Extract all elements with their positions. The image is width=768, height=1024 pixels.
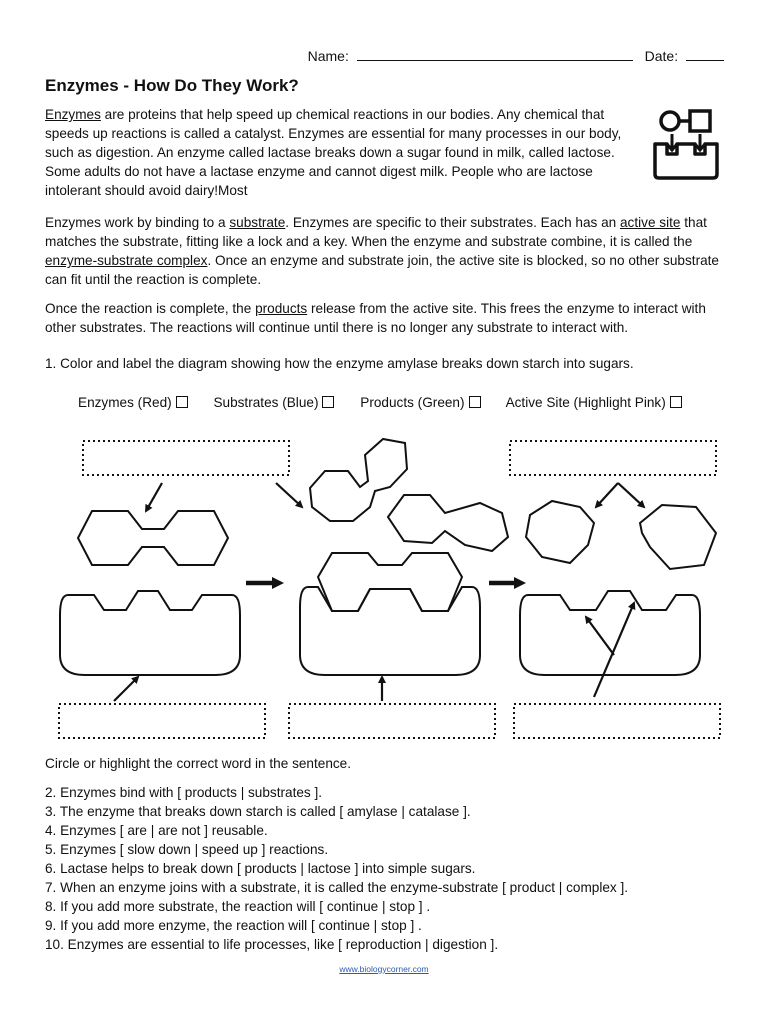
instruction: Circle or highlight the correct word in the sentence. bbox=[45, 756, 352, 771]
paragraph-1: Enzymes are proteins that help speed up chemical reactions in our bodies. Any chemical that speeds up reactions is called a catalyst. Enzymes are essential for many processes in our body, such as digestion. An enzyme called lactase breaks down a sugar found in milk, called lactose. Some adults do not have a lactase enzyme and cannot digest milk. People who are lactose intolerant should avoid dairy!Most bbox=[45, 107, 622, 198]
legend-enzymes: Enzymes (Red) bbox=[78, 395, 188, 410]
enzyme-3 bbox=[520, 591, 700, 675]
reaction-arrow-1 bbox=[272, 577, 284, 589]
arrow-to-product-1 bbox=[596, 483, 618, 507]
list-item: 5. Enzymes [ slow down | speed up ] reactions. bbox=[45, 842, 329, 857]
arrow-to-product-2 bbox=[618, 483, 644, 507]
name-label: Name: bbox=[307, 48, 349, 64]
checkbox[interactable] bbox=[670, 396, 682, 408]
list-item: 10. Enzymes are essential to life processes, like [ reproduction | digestion ]. bbox=[45, 937, 499, 952]
term-enzyme-substrate-complex: enzyme-substrate complex bbox=[45, 253, 208, 268]
checkbox[interactable] bbox=[469, 396, 481, 408]
label-box-5[interactable] bbox=[514, 704, 720, 738]
list-item: 3. The enzyme that breaks down starch is called [ amylase | catalase ]. bbox=[45, 804, 471, 819]
label-box-3[interactable] bbox=[59, 704, 265, 738]
substrate-starch-1 bbox=[78, 511, 228, 565]
legend-active-site: Active Site (Highlight Pink) bbox=[506, 395, 682, 410]
paragraph-3: Once the reaction is complete, the products release from the active site. This frees the enzyme to interact with other substrates. The reactions will continue until there is no longer any substrate to interact with. bbox=[45, 301, 706, 335]
list-item: 2. Enzymes bind with [ products | substrates ]. bbox=[45, 785, 323, 800]
paragraph-2: Enzymes work by binding to a substrate. Enzymes are specific to their substrates. Each has an active site that matches the substrate, fitting like a lock and a key. When the enzyme and substrate combine, it is called the enzyme-substrate complex. Once an enzyme and substrate join, the active site is blocked, so no other substrate can fit until the reaction is complete. bbox=[45, 215, 719, 287]
question-list bbox=[45, 783, 628, 954]
checkbox[interactable] bbox=[176, 396, 188, 408]
list-item: 4. Enzymes [ are | are not ] reusable. bbox=[45, 823, 268, 838]
arrow-to-free-substrate bbox=[276, 483, 302, 507]
product-sugar-1 bbox=[526, 501, 594, 563]
label-box-4[interactable] bbox=[289, 704, 495, 738]
enzyme-icon bbox=[650, 104, 722, 184]
substrate-bound bbox=[318, 553, 462, 611]
date-label: Date: bbox=[644, 48, 679, 64]
list-item: 7. When an enzyme joins with a substrate, it is called the enzyme-substrate [ product | complex ]. bbox=[45, 880, 629, 895]
date-blank[interactable] bbox=[686, 46, 724, 61]
enzyme-diagram bbox=[40, 425, 730, 745]
term-substrate: substrate bbox=[229, 215, 286, 230]
checkbox[interactable] bbox=[322, 396, 334, 408]
list-item: 8. If you add more substrate, the reaction will [ continue | stop ] . bbox=[45, 899, 431, 914]
question-1: 1. Color and label the diagram showing how the enzyme amylase breaks down starch into sugars. bbox=[45, 356, 634, 371]
reaction-arrow-2 bbox=[514, 577, 526, 589]
label-box-2[interactable] bbox=[510, 441, 716, 475]
term-products: products bbox=[255, 301, 308, 316]
legend-substrates: Substrates (Blue) bbox=[213, 395, 334, 410]
footer-link[interactable]: www.biologycorner.com bbox=[339, 964, 429, 974]
arrow-to-substrate bbox=[146, 483, 162, 511]
legend-products: Products (Green) bbox=[360, 395, 480, 410]
arrow-to-enzyme-1 bbox=[114, 677, 138, 701]
arrow-to-active-site bbox=[594, 603, 634, 697]
substrate-starch-2 bbox=[310, 439, 407, 521]
color-legend bbox=[78, 395, 704, 410]
term-active-site: active site bbox=[620, 215, 681, 230]
name-date-bar bbox=[308, 46, 724, 64]
list-item: 6. Lactase helps to break down [ products | lactose ] into simple sugars. bbox=[45, 861, 476, 876]
list-item: 9. If you add more enzyme, the reaction will [ continue | stop ] . bbox=[45, 918, 422, 933]
page-title: Enzymes - How Do They Work? bbox=[45, 76, 299, 95]
name-blank[interactable] bbox=[357, 46, 633, 61]
arrow-to-enzyme-3 bbox=[586, 617, 614, 655]
substrate-starch-3 bbox=[388, 495, 508, 551]
term-enzymes: Enzymes bbox=[45, 107, 101, 122]
product-sugar-2 bbox=[640, 505, 716, 569]
label-box-1[interactable] bbox=[83, 441, 289, 475]
enzyme-1 bbox=[60, 591, 240, 675]
